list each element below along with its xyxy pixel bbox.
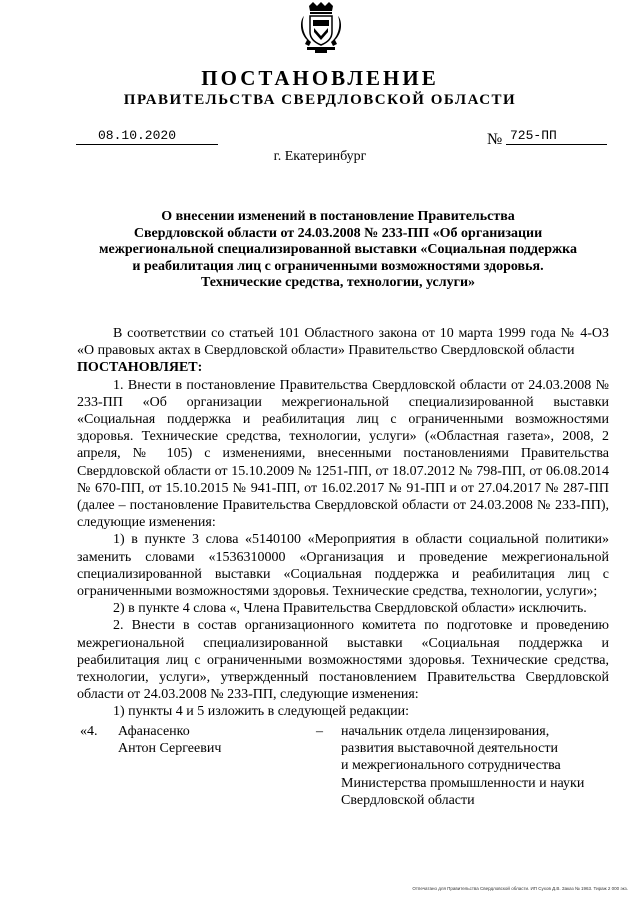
paragraph-2: 2. Внести в состав организационного комитета по подготовке и проведению межрегиональной специализированной выставки «Социальная поддержка и реабилитация лиц с ограниченными возможностями здоровья. Технические средства, технологии, услуги», утвержденный постановлением Правительства Свердловской области от 24.03.2008 № 233-ПП, следующие изменения: (77, 618, 609, 703)
document-title: ПОСТАНОВЛЕНИЕ (201, 66, 439, 90)
coat-of-arms-emblem (301, 2, 341, 54)
member-surname: Афанасенко (118, 724, 190, 739)
position-line: и межрегионального сотрудничества (341, 758, 561, 774)
document-date: 08.10.2020 (76, 128, 218, 145)
member-given-name: Антон Сергеевич (118, 741, 222, 757)
paragraph-1: 1. Внести в постановление Правительства Свердловской области от 24.03.2008 № 233-ПП «Об организации межрегиональной специализированной выставки «Социальная поддержка и реабилитация лиц с ограниченными возможностями здоровья. Технические средства, технологии, услуги» («Областная газета», 2008, 2 апреля, № 105) с изменениями, внесенными постановлениями Правительства Свердловской области от 15.10.2009 № 1251-ПП, от 18.07.2012 № 798-ПП, от 06.08.2014 № 670-ПП, от 15.10.2015 № 941-ПП, от 16.02.2017 № 91-ПП и от 27.04.2017 № 287-ПП (далее – постановление Правительства Свердловской области от 24.03.2008 № 233-ПП), следующие изменения: (77, 377, 609, 531)
position-line: Свердловской области (341, 792, 475, 808)
city: г. Екатеринбург (273, 149, 367, 164)
member-position (341, 723, 601, 809)
heading-line: Свердловской области от 24.03.2008 № 233-ПП «Об организации (133, 225, 543, 241)
heading-line: и реабилитация лиц с ограниченными возможностями здоровья. (132, 258, 544, 274)
position-line: начальник отдела лицензирования, (341, 724, 550, 739)
member-name (118, 723, 221, 757)
number-sign: № (487, 131, 503, 148)
intro-paragraph: В соответствии со статьей 101 Областного закона от 10 марта 1999 года № 4-ОЗ «О правовых актах в Свердловской области» Правительство Свердловской области (77, 326, 609, 359)
document-number: 725-ПП (506, 128, 607, 145)
document-heading (88, 209, 588, 292)
paragraph-1-item-2: 2) в пункте 4 слова «, Члена Правительства Свердловской области» исключить. (113, 601, 587, 617)
position-line: Министерства промышленности и науки (341, 775, 585, 791)
print-footer: Отпечатано для Правительства Свердловской области. ИП Сухов Д.В. Заказ № 1963. Тираж 2 000 экз. (412, 886, 628, 891)
paragraph-2-item-1: 1) пункты 4 и 5 изложить в следующей редакции: (113, 704, 410, 720)
position-line: развития выставочной деятельности (341, 741, 558, 757)
paragraph-1-item-1: 1) в пункте 3 слова «5140100 «Мероприятия в области социальной политики» заменить словами «1536310000 «Организация и проведение межрегиональной специализированной выставки «Социальная поддержка и реабилитация лиц с ограниченными возможностями здоровья. Технические средства, технологии, услуги»; (77, 532, 609, 600)
document-body (77, 325, 609, 721)
decree-word: ПОСТАНОВЛЯЕТ: (77, 360, 203, 376)
document-subtitle: ПРАВИТЕЛЬСТВА СВЕРДЛОВСКОЙ ОБЛАСТИ (123, 92, 517, 108)
heading-line: межрегиональной специализированной выставки «Социальная поддержка (98, 242, 577, 257)
member-dash: – (316, 724, 323, 739)
heading-line: О внесении изменений в постановление Правительства (161, 209, 515, 224)
member-number: «4. (80, 724, 98, 739)
heading-line: Технические средства, технологии, услуги» (200, 275, 476, 290)
